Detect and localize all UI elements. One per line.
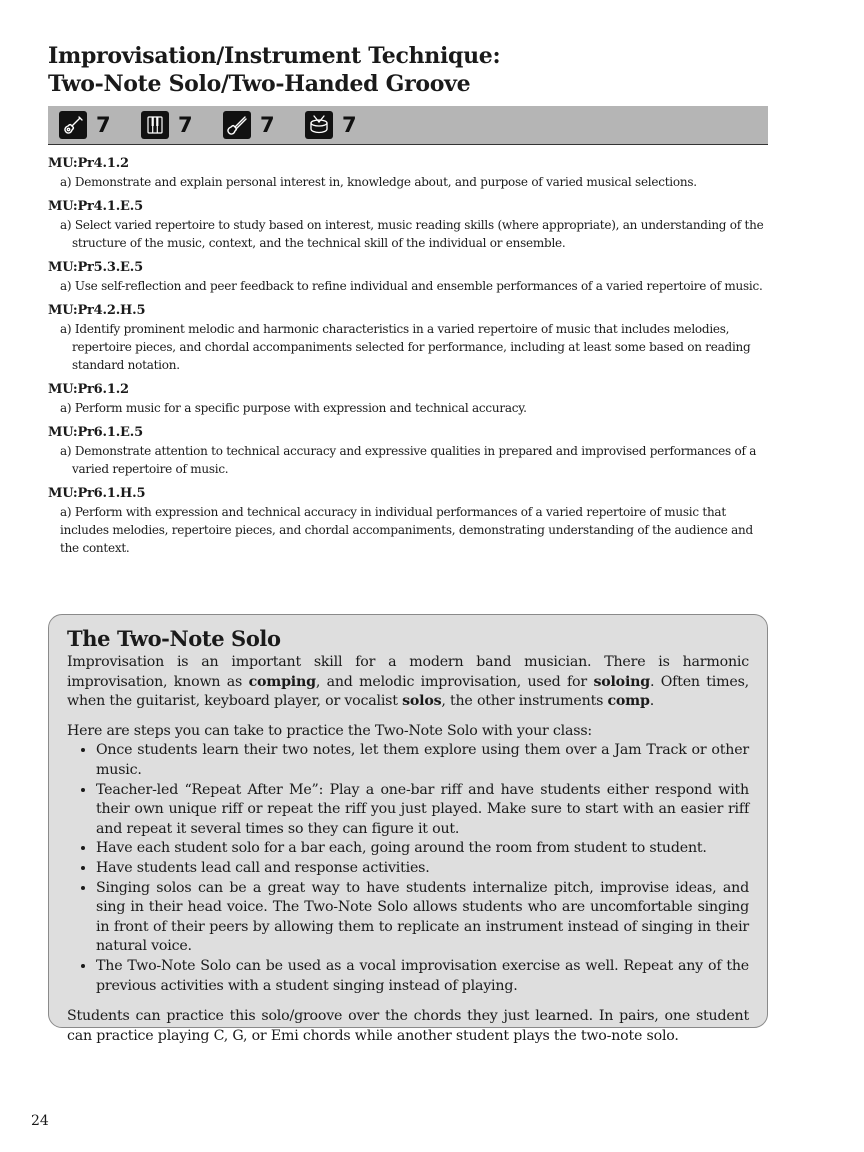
- standard-description: a) Demonstrate and explain personal interest in, knowledge about, and purpose of varied musical selections.: [60, 175, 697, 189]
- guitar-icon: [59, 111, 87, 139]
- bass-icon: [223, 111, 251, 139]
- list-item: • Once students learn their two notes, let them explore using them over a Jam Track or other music.: [96, 741, 749, 780]
- intro-text: Improvisation is an important skill for a modern band musician. There is harmonic improvisation, known as: [67, 654, 749, 690]
- standard-item: [48, 380, 768, 417]
- steps-list: [67, 741, 749, 996]
- list-item: • The Two-Note Solo can be used as a vocal improvisation exercise as well. Repeat any of the previous activities with a student singing instead of playing.: [96, 957, 749, 996]
- page-title-line-1: Improvisation/Instrument Technique:: [48, 43, 501, 69]
- closing-paragraph: Students can practice this solo/groove over the chords they just learned. In pairs, one student can practice playing C, G, or Emi chords while another student plays the two-note solo.: [67, 1008, 749, 1044]
- intro-text: . Often times, when the guitarist, keyboard player, or vocalist: [67, 673, 749, 710]
- standard-description: a) Use self-reflection and peer feedback to refine individual and ensemble performances of a varied repertoire of music.: [60, 279, 763, 293]
- bass-level-value: 7: [260, 113, 275, 137]
- list-item: • Teacher-led “Repeat After Me”: Play a one-bar riff and have students either respond with their own unique riff or repeat the riff you just played. Make sure to start with an easier riff and repeat it several times so they can figure it out.: [96, 781, 749, 840]
- sidebar-intro-paragraph: [67, 653, 749, 712]
- guitar-level: [59, 111, 131, 139]
- standard-item: [48, 154, 768, 191]
- guitar-level-value: 7: [96, 113, 111, 137]
- list-item: • Have each student solo for a bar each, going around the room from student to student.: [96, 839, 749, 859]
- page-title-line-2: Two-Note Solo/Two-Handed Groove: [48, 71, 471, 97]
- standard-item: [48, 301, 768, 374]
- standard-description: a) Select varied repertoire to study based on interest, music reading skills (where appropriate), an understanding of the structure of the music, context, and the technical skill of the individual or ensemble.: [60, 218, 764, 250]
- standard-description: a) Perform music for a specific purpose with expression and technical accuracy.: [60, 401, 527, 415]
- standard-code: MU:Pr4.1.2: [48, 156, 129, 171]
- instrument-icon-bar: [48, 106, 768, 145]
- steps-intro: Here are steps you can take to practice the Two-Note Solo with your class:: [67, 722, 592, 739]
- standard-code: MU:Pr5.3.E.5: [48, 260, 143, 275]
- intro-text: , the other instruments: [441, 693, 608, 710]
- standard-code: MU:Pr6.1.E.5: [48, 425, 143, 440]
- drums-level-value: 7: [342, 113, 357, 137]
- standard-code: MU:Pr4.1.E.5: [48, 199, 143, 214]
- intro-text: .: [649, 693, 655, 710]
- standard-item: [48, 484, 768, 557]
- list-item: • Singing solos can be a great way to have students internalize pitch, improvise ideas, and sing in their head voice. The Two-Note Solo allows students who are uncomfortable singing in front of their peers by allowing them to replicate an instrument instead of singing in their natural voice.: [96, 879, 749, 957]
- standards-list: [48, 154, 768, 563]
- intro-text: , and melodic improvisation, used for: [315, 673, 594, 690]
- keyboard-level: [141, 111, 213, 139]
- standard-item: [48, 258, 768, 295]
- term-comp: comp: [607, 693, 650, 710]
- keyboard-icon: [141, 111, 169, 139]
- drums-level: [305, 111, 377, 139]
- standard-code: MU:Pr4.2.H.5: [48, 303, 146, 318]
- standard-description: a) Perform with expression and technical accuracy in individual performances of a varied repertoire of music that includes melodies, repertoire pieces, and chordal accompaniments, demonstrating understanding of the audience and the context.: [60, 505, 753, 555]
- standard-description: a) Identify prominent melodic and harmonic characteristics in a varied repertoire of music that includes melodies, repertoire pieces, and chordal accompaniments selected for performance, including at least some based on reading standard notation.: [60, 322, 751, 372]
- term-comping: comping: [248, 673, 316, 690]
- bass-level: [223, 111, 295, 139]
- standard-code: MU:Pr6.1.2: [48, 382, 129, 397]
- page-number: 24: [31, 1113, 49, 1129]
- list-item: • Have students lead call and response activities.: [96, 859, 749, 879]
- standard-item: [48, 197, 768, 252]
- two-note-solo-sidebar: [48, 614, 768, 1044]
- standard-item: [48, 423, 768, 478]
- keyboard-level-value: 7: [178, 113, 193, 137]
- drums-icon: [305, 111, 333, 139]
- sidebar-heading: The Two-Note Solo: [67, 626, 281, 651]
- standard-code: MU:Pr6.1.H.5: [48, 486, 146, 501]
- standard-description: a) Demonstrate attention to technical accuracy and expressive qualities in prepared and improvised performances of a varied repertoire of music.: [60, 444, 757, 476]
- page-title: [48, 42, 768, 98]
- term-soloing: soloing: [593, 673, 650, 690]
- term-solos: solos: [402, 693, 442, 710]
